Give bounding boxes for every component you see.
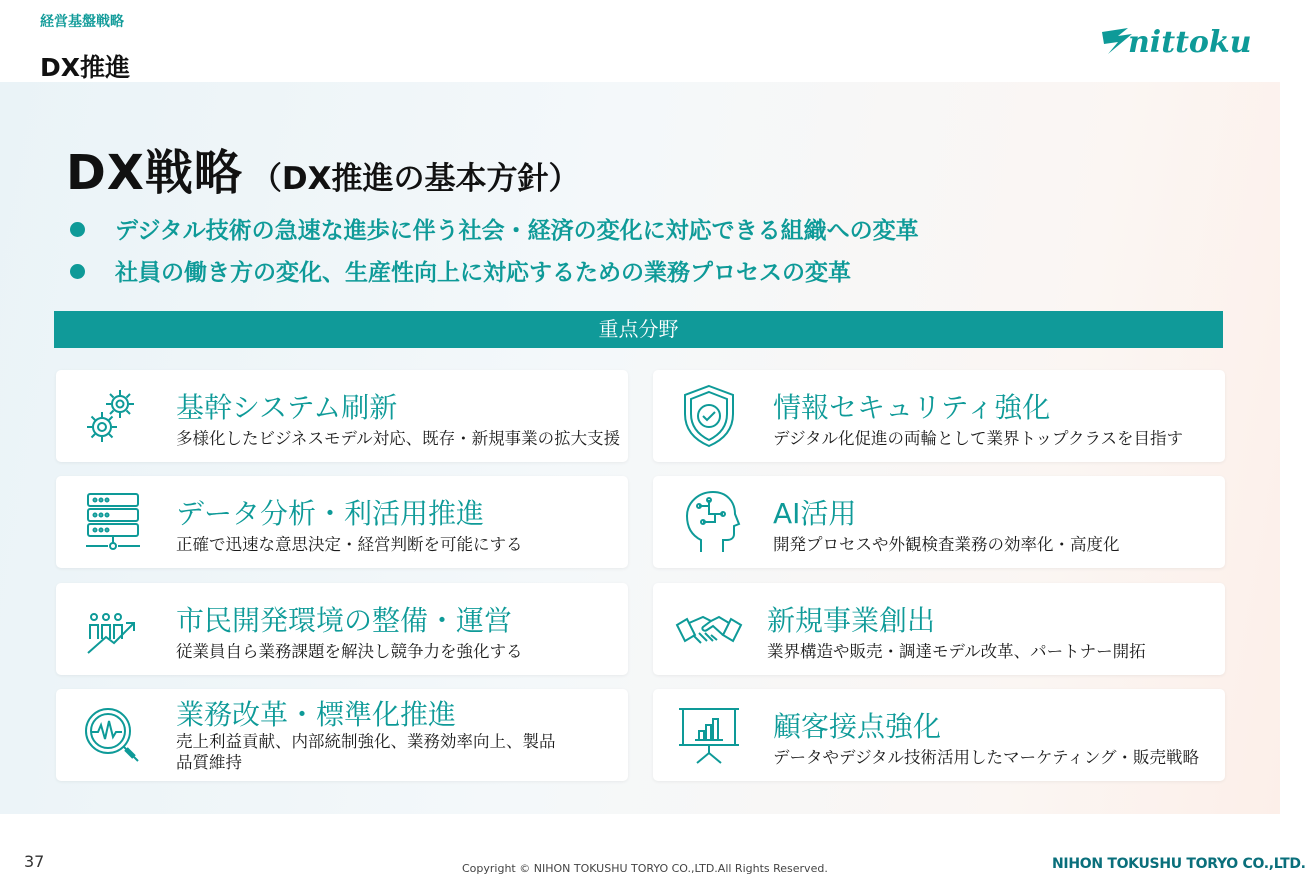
focus-card <box>56 583 628 675</box>
section-label: 経営基盤戦略 <box>40 14 124 30</box>
page-heading: DX推進 <box>40 53 131 82</box>
card-description: 開発プロセスや外観検査業務の効率化・高度化 <box>773 535 1120 554</box>
focus-card <box>653 689 1225 781</box>
focus-areas-band: 重点分野 <box>54 311 1223 348</box>
focus-card <box>56 689 628 781</box>
shield-check-icon <box>673 382 745 450</box>
page-number: 37 <box>24 852 45 871</box>
focus-card <box>56 370 628 462</box>
card-title: 新規事業創出 <box>767 604 936 637</box>
bullet-dot <box>70 264 85 279</box>
copyright: Copyright © NIHON TOKUSHU TORYO CO.,LTD.All Rights Reserved. <box>462 862 828 875</box>
card-title: AI活用 <box>773 497 857 530</box>
bullet-item <box>70 212 919 245</box>
bullet-text: 社員の働き方の変化、生産性向上に対応するための業務プロセスの変革 <box>115 260 851 286</box>
card-description: 従業員自ら業務課題を解決し競争力を強化する <box>176 642 523 661</box>
header <box>0 0 1280 82</box>
card-title: 基幹システム刷新 <box>176 391 398 424</box>
magnifier-pulse-icon <box>76 701 148 769</box>
server-icon <box>76 488 148 556</box>
people-growth-icon <box>76 595 148 663</box>
main-content <box>0 82 1280 814</box>
card-title: 市民開発環境の整備・運営 <box>176 604 513 637</box>
title-main: DX戦略 <box>66 145 243 201</box>
focus-card <box>56 476 628 568</box>
card-description: データやデジタル技術活用したマーケティング・販売戦略 <box>773 748 1200 767</box>
presentation-board-icon <box>673 701 745 769</box>
card-description-cont: 品質維持 <box>176 753 242 772</box>
card-title: 顧客接点強化 <box>773 710 942 743</box>
card-description: 正確で迅速な意思決定・経営判断を可能にする <box>176 535 523 554</box>
card-description: 多様化したビジネスモデル対応、既存・新規事業の拡大支援 <box>176 429 621 448</box>
logo-text: nittoku <box>1128 25 1252 60</box>
card-title: データ分析・利活用推進 <box>176 497 485 530</box>
company-name: NIHON TOKUSHU TORYO CO.,LTD. <box>1052 856 1306 872</box>
main-title <box>66 134 580 203</box>
gears-icon <box>76 382 148 450</box>
card-description: 業界構造や販売・調達モデル改革、パートナー開拓 <box>767 642 1146 661</box>
card-description: デジタル化促進の両輪として業界トップクラスを目指す <box>773 429 1184 448</box>
nittoku-logo <box>1098 22 1258 62</box>
title-sub: （DX推進の基本方針） <box>250 161 580 197</box>
bullet-item <box>70 254 851 287</box>
ai-head-icon <box>673 488 745 556</box>
bullet-dot <box>70 222 85 237</box>
card-title: 業務改革・標準化推進 <box>176 698 457 731</box>
focus-card <box>653 370 1225 462</box>
card-title: 情報セキュリティ強化 <box>773 391 1051 424</box>
card-description: 売上利益貢献、内部統制強化、業務効率向上、製品 <box>176 732 556 751</box>
bullet-text: デジタル技術の急速な進歩に伴う社会・経済の変化に対応できる組織への変革 <box>115 218 919 244</box>
focus-card <box>653 583 1225 675</box>
focus-card <box>653 476 1225 568</box>
handshake-icon <box>673 595 745 663</box>
